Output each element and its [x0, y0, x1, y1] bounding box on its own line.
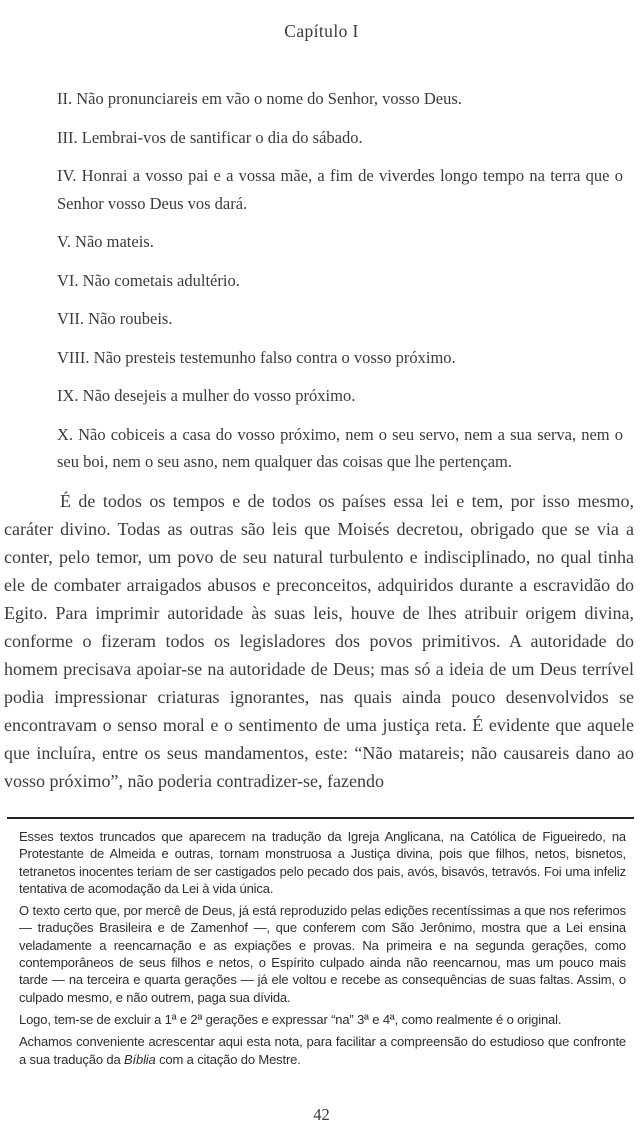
body-paragraph: É de todos os tempos e de todos os países essa lei e tem, por isso mesmo, caráter divino. Todas as outras são leis que Moisés decretou, obrigado que se via a conter, pelo temor, um povo de seu natural turbulento e indisciplinado, no qual tinha ele de combater arraigados abusos e preconceitos, adquiridos durante a escravidão do Egito. Para imprimir autoridade às suas leis, houve de lhes atribuir origem divina, conforme o fizeram todos os legisladores dos povos primitivos. A autoridade do homem precisava apoiar-se na autoridade de Deus; mas só a ideia de um Deus terrível podia impressionar criaturas ignorantes, nas quais ainda pouco desenvolvidos se encontravam o senso moral e o sentimento de uma justiça reta. É evidente que aquele que incluíra, entre os seus mandamentos, este: “Não matareis; não causareis dano ao vosso próximo”, não poderia contradizer-se, fazendo [4, 490, 634, 791]
commandment-item-10: X. Não cobiceis a casa do vosso próximo, nem o seu servo, nem a sua serva, nem o seu boi, nem o seu asno, nem qualquer das coisas que lhe pertençam. [57, 424, 623, 471]
footnote-section [0, 817, 643, 1073]
footnote-4-text-pre: Achamos conveniente acrescentar aqui esta nota, para facilitar a compreensão do estudioso que confronte a sua tradução da [19, 1034, 626, 1067]
commandment-item-8: VIII. Não presteis testemunho falso contra o vosso próximo. [57, 347, 456, 367]
commandment-item-9: IX. Não desejeis a mulher do vosso próximo. [57, 386, 356, 405]
footnote-separator-rule [7, 817, 634, 819]
chapter-header: Capítulo I [284, 21, 359, 41]
footnote-1: Esses textos truncados que aparecem na tradução da Igreja Anglicana, na Católica de Figueiredo, na Protestante de Almeida e outras, tornam monstruosa a Justiça divina, pois que filhos, netos, bisnetos, tetranetos inocentes teriam de ser castigados pelo pecado dos pais, avós, bisavós, tetravós. Foi uma infeliz tentativa de acomodação da Lei à vida única. [19, 829, 626, 896]
footnote-4-book-title: Bíblia [124, 1051, 156, 1067]
commandment-item-2: II. Não pronunciareis em vão o nome do Senhor, vosso Deus. [57, 89, 462, 108]
commandment-item-7: VII. Não roubeis. [57, 309, 173, 328]
page-number: 42 [313, 1105, 330, 1124]
commandment-item-6: VI. Não cometais adultério. [57, 270, 240, 290]
footnote-4-text-post: com a citação do Mestre. [155, 1051, 301, 1067]
commandment-item-3: III. Lembrai-vos de santificar o dia do sábado. [57, 127, 363, 147]
commandments-list [57, 85, 623, 476]
footnotes [19, 828, 626, 1068]
footnote-2: O texto certo que, por mercê de Deus, já está reproduzido pelas edições recentíssimas a que nos referimos — traduções Brasileira e de Zamenhof —, que conferem com São Jerônimo, mostra que a Lei ensina veladamente a reencarnação e as expiações e provas. Na primeira e na segunda gerações, como contemporâneos de seus filhos e netos, o Espírito culpado ainda não reencarnou, mas um pouco mais tarde — na terceira e quarta gerações — já ele voltou e recebe as consequências de suas faltas. Assim, o culpado mesmo, e não outrem, paga sua dívida. [19, 903, 626, 1005]
commandment-item-4: IV. Honrai a vosso pai e a vossa mãe, a fim de viverdes longo tempo na terra que o Senhor vosso Deus vos dará. [57, 166, 623, 213]
footnote-4 [19, 1033, 626, 1068]
footnote-3: Logo, tem-se de excluir a 1ª e 2ª gerações e expressar “na” 3ª e 4ª, como realmente é o original. [19, 1011, 562, 1027]
commandment-item-5: V. Não mateis. [57, 232, 154, 251]
